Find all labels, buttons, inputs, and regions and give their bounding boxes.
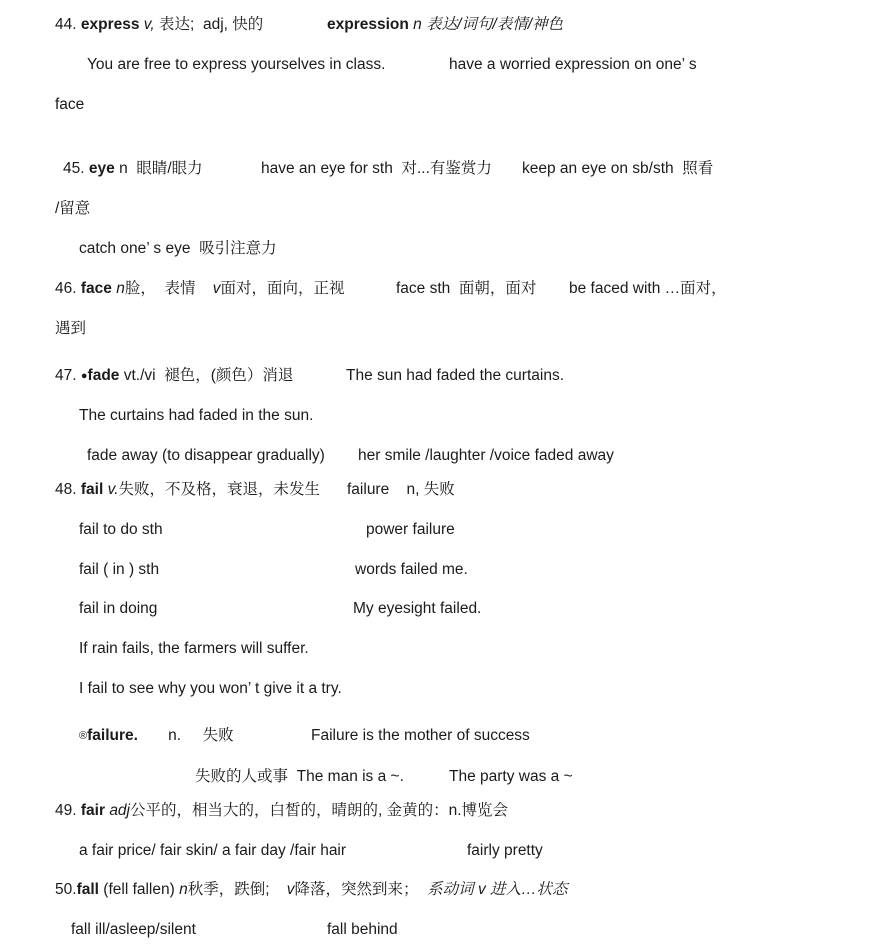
- example-sentence: her smile /laughter /voice faded away: [358, 447, 614, 464]
- example-sentence: Failure is the mother of success: [311, 727, 530, 744]
- part-of-speech: v,: [143, 16, 155, 33]
- phrase-continued: 遇到: [55, 320, 87, 337]
- definition: 脸，: [124, 280, 156, 297]
- definition: 表达/词句/表情/神色: [426, 16, 564, 33]
- definition: 失败的人或事: [195, 768, 289, 785]
- entry-number: 45.: [63, 160, 85, 177]
- definition: 系动词 v 进入…状态: [427, 881, 568, 898]
- part-of-speech: n.: [168, 727, 182, 744]
- headword: failure: [347, 481, 390, 498]
- example-sentence: fall behind: [327, 921, 398, 938]
- headword: failure.: [87, 727, 138, 744]
- entry-44-derivative: [327, 15, 563, 35]
- headword: face: [80, 280, 112, 297]
- definition: 面对，面向，正视: [220, 280, 345, 297]
- bullet-icon: ®: [79, 730, 88, 742]
- definition: 眼睛/眼力: [136, 160, 203, 177]
- part-of-speech: v: [286, 881, 295, 898]
- example-sentence: fall ill/asleep/silent: [71, 921, 196, 938]
- verb-forms: (fell fallen): [103, 881, 175, 898]
- definition: 失败: [202, 727, 234, 744]
- part-of-speech: n: [413, 16, 422, 33]
- entry-number: 48.: [55, 481, 77, 498]
- part-of-speech: v.: [107, 481, 119, 498]
- definition: 降落，突然到来；: [294, 881, 419, 898]
- definition: 褪色，(颜色）消退: [164, 367, 294, 384]
- entry-49-headline: [55, 801, 508, 821]
- headword: fall: [76, 881, 99, 898]
- example-sentence: The party was a ~: [449, 768, 573, 785]
- headword: express: [80, 16, 140, 33]
- definition: 失败，不及格，衰退，未发生: [118, 481, 321, 498]
- example-sentence: If rain fails, the farmers will suffer.: [79, 640, 309, 657]
- example-sentence: The man is a ~.: [296, 768, 404, 785]
- phrase: be faced with …面对，: [569, 280, 727, 297]
- definition: 公平的，相当大的，白皙的，晴朗的, 金黄的：n.博览会: [130, 802, 509, 819]
- entry-number: 47.: [55, 367, 77, 384]
- entry-number: 44.: [55, 16, 77, 33]
- entry-number: 50.: [55, 881, 77, 898]
- part-of-speech: v: [212, 280, 221, 297]
- phrase: fail in doing: [79, 600, 158, 617]
- headword: expression: [327, 16, 409, 33]
- part-of-speech: n: [116, 280, 125, 297]
- phrase: words failed me.: [355, 561, 468, 578]
- part-of-speech: adj,: [202, 16, 228, 33]
- phrase: catch one’ s eye 吸引注意力: [79, 240, 277, 257]
- entry-48-headline: [55, 480, 320, 500]
- example-sentence: The curtains had faded in the sun.: [79, 407, 314, 424]
- example-sentence: I fail to see why you won’ t give it a try.: [79, 680, 342, 697]
- example-sentence: You are free to express yourselves in class.: [87, 56, 386, 73]
- example-sentence: The sun had faded the curtains.: [346, 367, 565, 384]
- part-of-speech: n: [179, 881, 188, 898]
- phrase: fail ( in ) sth: [79, 561, 160, 578]
- phrase: keep an eye on sb/sth 照看: [522, 160, 714, 177]
- phrase-continued: /留意: [55, 200, 91, 217]
- phrase: fail to do sth: [79, 521, 163, 538]
- headword: fail: [80, 481, 104, 498]
- phrase: have an eye for sth 对...有鉴赏力: [261, 160, 492, 177]
- example-sentence: have a worried expression on one’ s: [449, 56, 697, 73]
- entry-number: 49.: [55, 802, 77, 819]
- definition: 表情: [164, 280, 196, 297]
- entry-48-failure: [79, 726, 234, 746]
- definition: 快的: [232, 16, 264, 33]
- part-of-speech: adj: [109, 802, 130, 819]
- part-of-speech: vt./vi: [123, 367, 156, 384]
- entry-44-headline: [55, 15, 263, 35]
- phrase: face sth 面朝，面对: [396, 280, 537, 297]
- example-sentence: fairly pretty: [467, 842, 543, 859]
- headword: fade: [87, 367, 120, 384]
- example-sentence: fade away (to disappear gradually): [87, 447, 325, 464]
- definition: 失败: [423, 481, 455, 498]
- entry-47-headline: [55, 366, 293, 386]
- headword: eye: [88, 160, 115, 177]
- headword: fair: [80, 802, 105, 819]
- bullet-icon: ●: [80, 370, 88, 382]
- phrase: My eyesight failed.: [353, 600, 482, 617]
- example-sentence: face: [55, 96, 85, 113]
- part-of-speech: n,: [406, 481, 420, 498]
- entry-48-derivative: [347, 480, 455, 500]
- entry-50-headline: [55, 880, 568, 900]
- phrase: power failure: [366, 521, 455, 538]
- entry-45-headline: [63, 159, 203, 179]
- definition: 秋季，跌倒;: [187, 881, 270, 898]
- entry-46-headline: [55, 279, 345, 299]
- definition: 表达;: [159, 16, 195, 33]
- definition-line: [195, 767, 404, 787]
- entry-number: 46.: [55, 280, 77, 297]
- part-of-speech: n: [119, 160, 128, 177]
- example-sentence: a fair price/ fair skin/ a fair day /fair hair: [79, 842, 347, 859]
